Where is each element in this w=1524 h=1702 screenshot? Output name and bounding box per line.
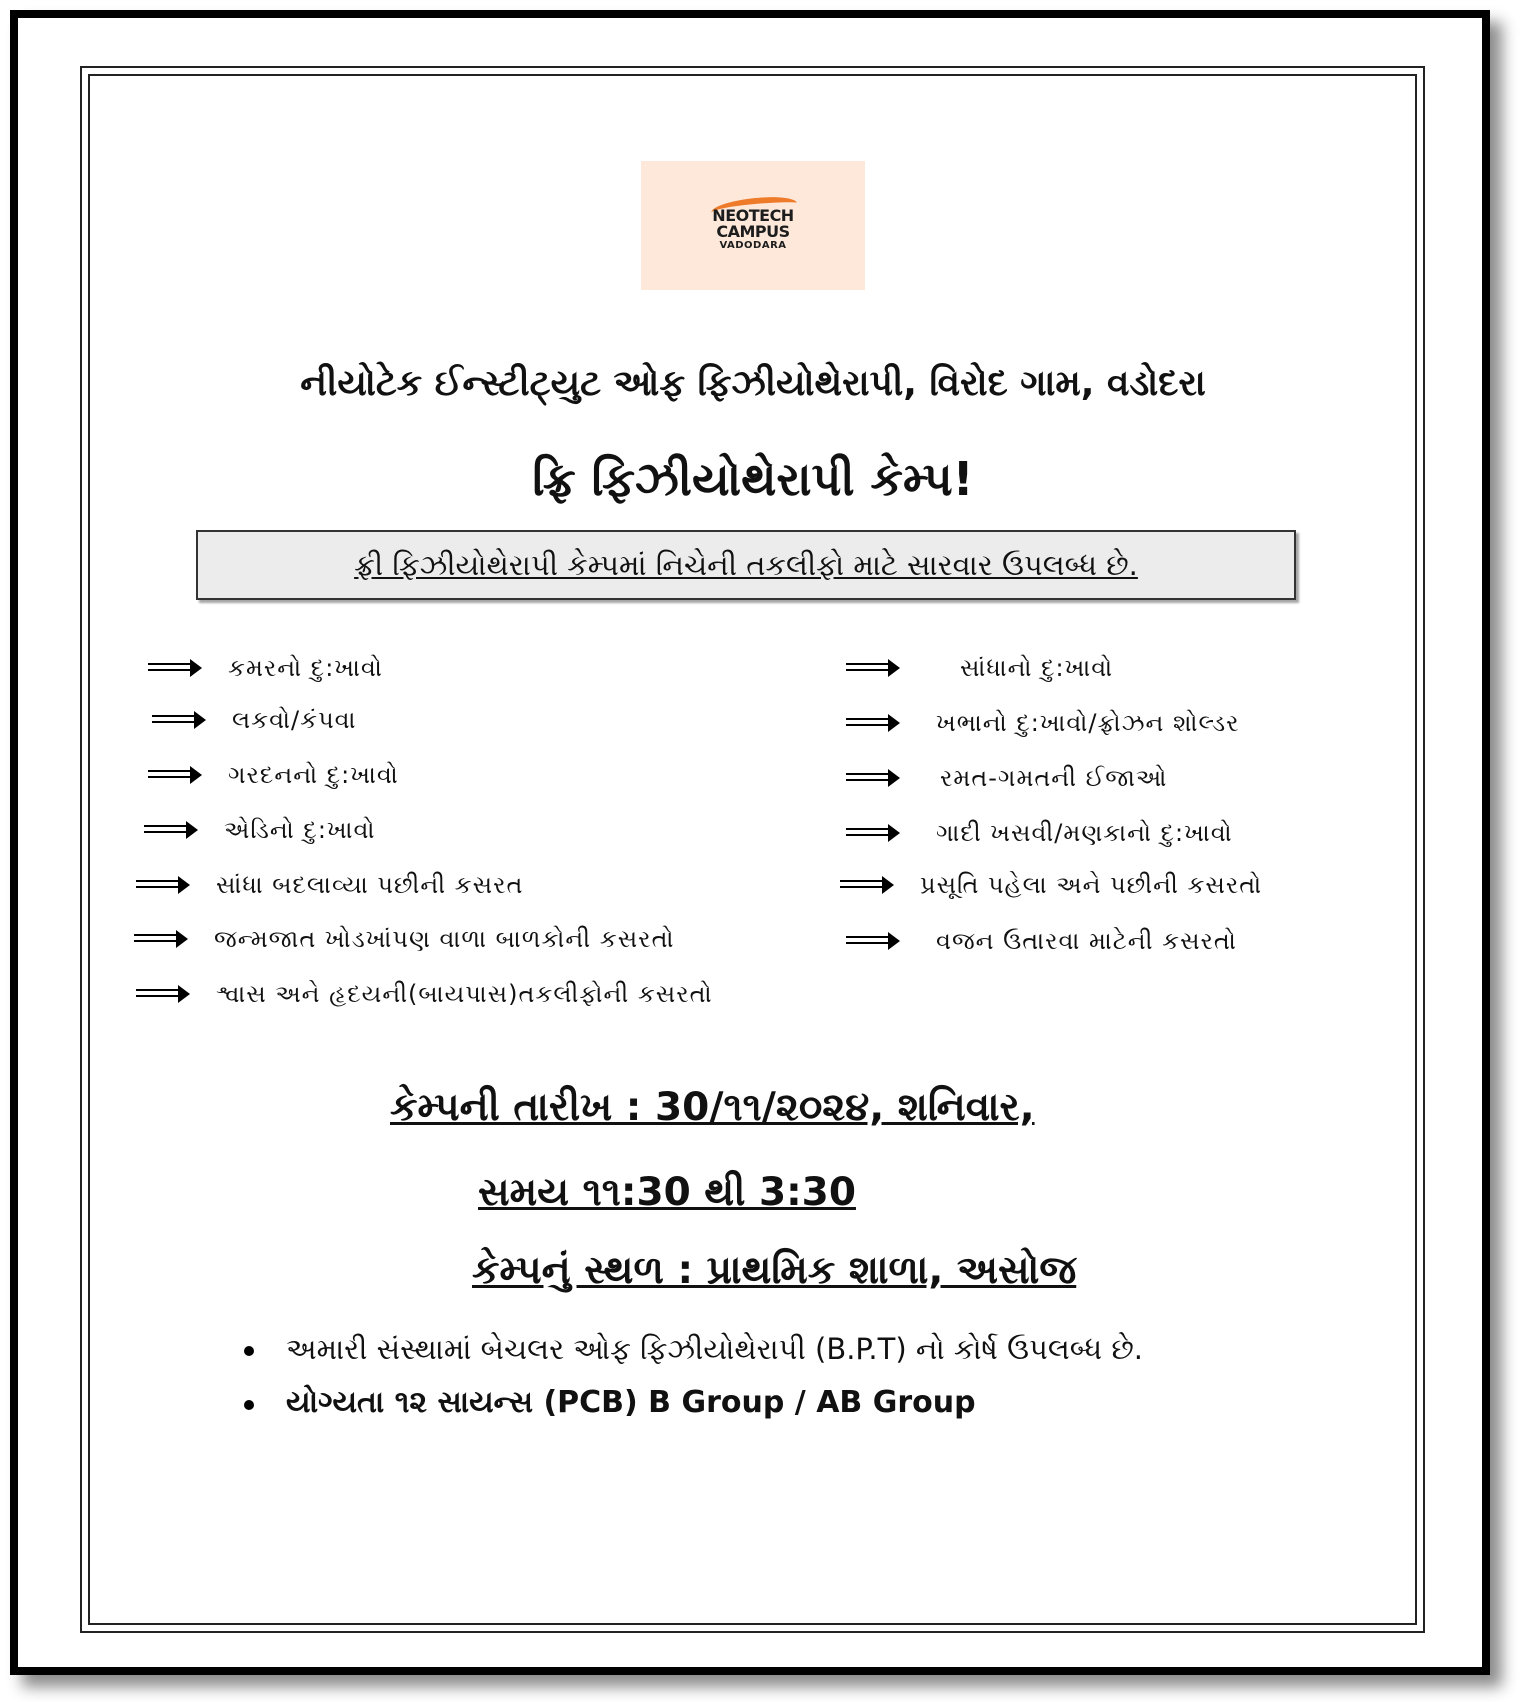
logo-text-neotech: NEOTECH [712,205,794,225]
condition-label: ગાદી ખસવી/મણકાનો દુ:ખાવો [936,819,1233,847]
condition-item-left-2 [152,702,356,738]
condition-label: ગરદનનો દુ:ખાવો [228,761,399,789]
condition-label: વજન ઉતારવા માટેની કસરતો [936,927,1237,955]
banner-text: ફ્રી ફિઝીયોથેરાપી કેમ્પમાં નિચેની તકલીફો માટે સારવાર ઉપલબ્ધ છે. [354,547,1138,582]
arrow-right-icon [846,773,900,783]
arrow-right-icon [144,825,198,835]
camp-place: કેમ્પનું સ્થળ : પ્રાથમિક શાળા, અસોજ [472,1248,1077,1293]
arrow-right-icon [152,715,206,725]
logo-text-campus: CAMPUS [716,221,790,241]
notes-list [244,1322,1143,1430]
condition-item-right-4 [846,815,1233,851]
note-course: અમારી સંસ્થામાં બેચલર ઓફ ફિઝીયોથેરાપી (B.P.T) નો કોર્ષ ઉપલબ્ધ છે. [244,1322,1143,1376]
condition-label: સાંધા બદલાવ્યા પછીની કસરત [216,871,524,899]
condition-label: જન્મજાત ખોડખાંપણ વાળા બાળકોની કસરતો [214,925,675,953]
institute-heading: નીયોટેક ઈન્સ્ટીટ્યુટ ઓફ ફિઝીયોથેરાપી, વિરોદ ગામ, વડોદરા [300,363,1206,404]
condition-label: લકવો/કંપવા [232,706,357,734]
condition-item-right-1 [846,650,1113,686]
camp-title: ફ્રિ ફિઝીયોથેરાપી કેમ્પ! [532,452,974,506]
arrow-right-icon [846,936,900,946]
condition-label: કમરનો દુ:ખાવો [228,654,383,682]
condition-item-left-7 [136,976,713,1012]
note-eligibility: યોગ્યતા ૧૨ સાયન્સ (PCB) B Group / AB Group [244,1376,1143,1430]
arrow-right-icon [136,989,190,999]
arrow-right-icon [846,718,900,728]
logo-text-vadodara: VADODARA [719,239,787,251]
condition-item-left-3 [148,757,399,793]
condition-item-left-4 [144,812,376,848]
condition-label: સાંધાનો દુ:ખાવો [960,654,1114,682]
condition-item-right-2 [846,705,1240,741]
arrow-right-icon [136,880,190,890]
condition-item-left-1 [148,650,383,686]
condition-label: શ્વાસ અને હૃદયની(બાયપાસ)તકલીફોની કસરતો [216,980,713,1008]
arrow-right-icon [846,828,900,838]
condition-item-left-5 [136,867,523,903]
condition-item-right-3 [846,760,1167,796]
arrow-right-icon [846,663,900,673]
camp-date: કેમ્પની તારીખ : 30/૧૧/૨૦૨૪, શનિવાર, [390,1085,1035,1130]
condition-item-left-6 [134,921,674,957]
condition-label: એડિનો દુ:ખાવો [224,816,376,844]
arrow-right-icon [148,663,202,673]
treatments-banner [196,530,1296,600]
condition-label: રમત-ગમતની ઈજાઓ [940,764,1168,792]
condition-label: ખભાનો દુ:ખાવો/ફ્રોઝન શોલ્ડર [936,709,1240,737]
condition-label: પ્રસૂતિ પહેલા અને પછીની કસરતો [920,871,1263,899]
neotech-logo [641,161,865,290]
arrow-right-icon [148,770,202,780]
camp-time: સમય ૧૧:30 થી 3:30 [478,1170,856,1215]
arrow-right-icon [134,934,188,944]
logo-mark [693,198,813,254]
arrow-right-icon [840,880,894,890]
condition-item-right-5 [840,867,1262,903]
condition-item-right-6 [846,923,1237,959]
